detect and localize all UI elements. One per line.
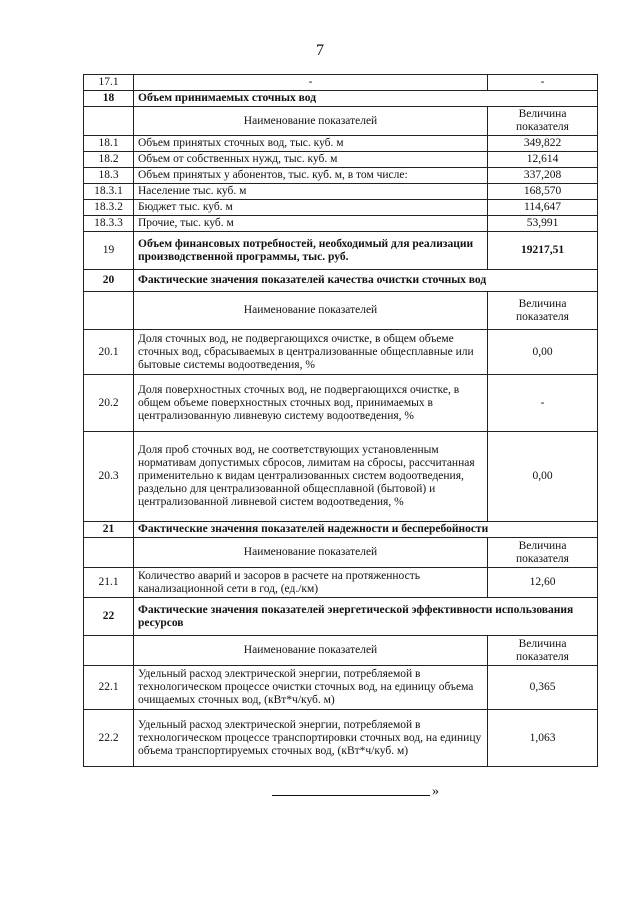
table-row — [84, 152, 598, 168]
page-number: 7 — [316, 42, 324, 59]
header-value-cell: Величина показателя — [488, 292, 598, 330]
header-empty-cell — [84, 636, 134, 666]
section-title: Фактические значения показателей качества очистки сточных вод — [134, 270, 598, 292]
row-number: 18.3 — [84, 168, 134, 184]
indicator-value: 12,614 — [488, 152, 598, 168]
indicator-name: Количество аварий и засоров в расчете на протяженность канализационной сети в год, (ед./км) — [134, 568, 488, 598]
header-name-cell: Наименование показателей — [134, 636, 488, 666]
row-number: 18.3.1 — [84, 184, 134, 200]
row-number: 19 — [84, 232, 134, 270]
row-number: 20.2 — [84, 375, 134, 432]
indicator-value: 53,991 — [488, 216, 598, 232]
indicator-value: 168,570 — [488, 184, 598, 200]
indicator-name: Объем финансовых потребностей, необходимый для реализации производственной программы, тыс. руб. — [134, 232, 488, 270]
indicator-name: Объем принятых у абонентов, тыс. куб. м, в том числе: — [134, 168, 488, 184]
table-row — [84, 666, 598, 710]
header-empty-cell — [84, 107, 134, 136]
table-row — [84, 75, 598, 91]
indicator-name: Объем принятых сточных вод, тыс. куб. м — [134, 136, 488, 152]
section-row — [84, 598, 598, 636]
header-name-cell: Наименование показателей — [134, 107, 488, 136]
row-number: 18.2 — [84, 152, 134, 168]
indicator-name: - — [134, 75, 488, 91]
section-number: 18 — [84, 91, 134, 107]
closing-quote: » — [432, 784, 439, 799]
table-row — [84, 168, 598, 184]
section-title: Объем принимаемых сточных вод — [134, 91, 598, 107]
indicator-value: 337,208 — [488, 168, 598, 184]
row-number: 21.1 — [84, 568, 134, 598]
indicators-table-body — [84, 75, 598, 767]
header-empty-cell — [84, 538, 134, 568]
row-number: 18.3.3 — [84, 216, 134, 232]
row-number: 20.1 — [84, 330, 134, 375]
table-row — [84, 568, 598, 598]
header-empty-cell — [84, 292, 134, 330]
indicator-name: Население тыс. куб. м — [134, 184, 488, 200]
indicator-name: Доля проб сточных вод, не соответствующих установленным нормативам допустимых сбросов, лимитам на сбросы, рассчитанная применительно к видам централизованных систем водоотведения, раздельно для централизованной общесплавной (бытовой) и централизованной ливневой систем водоотведения, % — [134, 432, 488, 522]
header-name-cell: Наименование показателей — [134, 538, 488, 568]
table-row — [84, 330, 598, 375]
table-row — [84, 710, 598, 767]
section-title: Фактические значения показателей надежности и бесперебойности — [134, 522, 598, 538]
indicator-name: Доля поверхностных сточных вод, не подвергающихся очистке, в общем объеме поверхностных сточных вод, принимаемых в централизованную ливневую систему водоотведения, % — [134, 375, 488, 432]
indicator-name: Удельный расход электрической энергии, потребляемой в технологическом процессе транспортировки сточных вод, на единицу объема транспортируемых сточных вод, (кВт*ч/куб. м) — [134, 710, 488, 767]
header-name-cell: Наименование показателей — [134, 292, 488, 330]
indicator-name: Доля сточных вод, не подвергающихся очистке, в общем объеме сточных вод, сбрасываемых в централизованные общесплавные или бытовые системы водоотведения, % — [134, 330, 488, 375]
indicator-value: 0,00 — [488, 330, 598, 375]
column-header-row — [84, 636, 598, 666]
section-row — [84, 522, 598, 538]
indicator-value: 12,60 — [488, 568, 598, 598]
column-header-row — [84, 107, 598, 136]
row-number: 22.1 — [84, 666, 134, 710]
section-number: 20 — [84, 270, 134, 292]
table-row — [84, 232, 598, 270]
row-number: 20.3 — [84, 432, 134, 522]
footer-underline — [272, 795, 430, 796]
indicator-value: - — [488, 75, 598, 91]
indicator-value: 114,647 — [488, 200, 598, 216]
table-row — [84, 184, 598, 200]
indicator-value: 349,822 — [488, 136, 598, 152]
row-number: 22.2 — [84, 710, 134, 767]
column-header-row — [84, 292, 598, 330]
indicator-name: Объем от собственных нужд, тыс. куб. м — [134, 152, 488, 168]
row-number: 18.1 — [84, 136, 134, 152]
section-row — [84, 91, 598, 107]
header-value-cell: Величина показателя — [488, 538, 598, 568]
column-header-row — [84, 538, 598, 568]
table-row — [84, 136, 598, 152]
table-row — [84, 200, 598, 216]
indicator-value: 0,365 — [488, 666, 598, 710]
table-row — [84, 216, 598, 232]
section-number: 21 — [84, 522, 134, 538]
indicator-value: 19217,51 — [488, 232, 598, 270]
header-value-cell: Величина показателя — [488, 636, 598, 666]
indicator-name: Удельный расход электрической энергии, потребляемой в технологическом процессе очистки сточных вод, на единицу объема очищаемых сточных вод, (кВт*ч/куб. м) — [134, 666, 488, 710]
row-number: 17.1 — [84, 75, 134, 91]
section-row — [84, 270, 598, 292]
header-value-cell: Величина показателя — [488, 107, 598, 136]
indicator-value: - — [488, 375, 598, 432]
indicator-name: Прочие, тыс. куб. м — [134, 216, 488, 232]
indicator-name: Бюджет тыс. куб. м — [134, 200, 488, 216]
row-number: 18.3.2 — [84, 200, 134, 216]
indicator-value: 1,063 — [488, 710, 598, 767]
indicator-value: 0,00 — [488, 432, 598, 522]
table-row — [84, 432, 598, 522]
table-row — [84, 375, 598, 432]
indicators-table — [83, 74, 598, 767]
section-number: 22 — [84, 598, 134, 636]
section-title: Фактические значения показателей энергетической эффективности использования ресурсов — [134, 598, 598, 636]
